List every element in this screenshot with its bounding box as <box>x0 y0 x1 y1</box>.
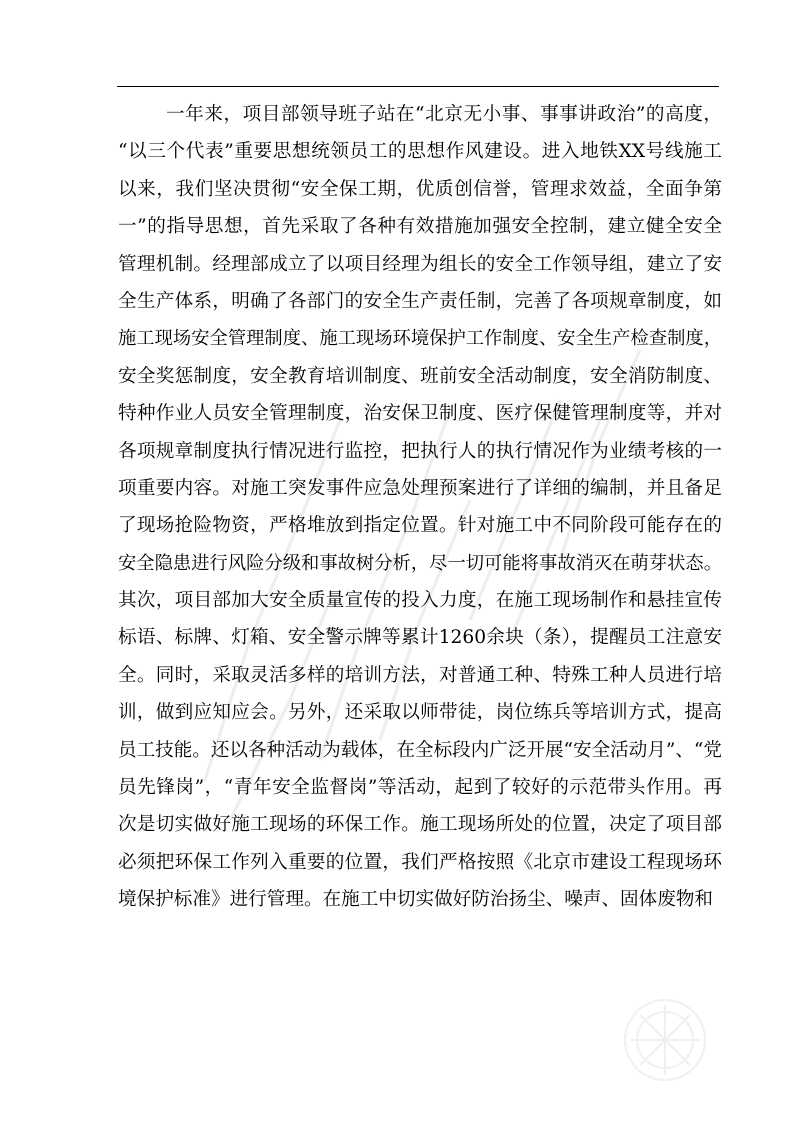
paragraph-line: 必须把环保工作列入重要的位置，我们严格按照《北京市建设工程现场环 <box>118 851 722 873</box>
paragraph-line: 次是切实做好施工现场的环保工作。施工现场所处的位置，决定了项目部 <box>118 814 722 836</box>
paragraph-line: “以三个代表”重要思想统领员工的思想作风建设。进入地铁XX号线施工 <box>118 141 722 163</box>
paragraph-line: 员先锋岗”，“青年安全监督岗”等活动，起到了较好的示范带头作用。再 <box>118 777 722 799</box>
paragraph-line: 一”的指导思想，首先采取了各种有效措施加强安全控制，建立健全安全 <box>118 216 722 238</box>
paragraph-line: 全生产体系，明确了各部门的安全生产责任制，完善了各项规章制度，如 <box>118 290 722 312</box>
paragraph-line: 训，做到应知应会。另外，还采取以师带徒，岗位练兵等培训方式，提高 <box>118 702 722 724</box>
paragraph-line: 员工技能。还以各种活动为载体，在全标段内广泛开展“安全活动月”、“党 <box>118 739 722 761</box>
body-paragraph <box>118 96 722 919</box>
header-rule <box>117 86 719 87</box>
paragraph-line: 标语、标牌、灯箱、安全警示牌等累计1260余块（条），提醒员工注意安 <box>118 627 722 649</box>
paragraph-line: 安全隐患进行风险分级和事故树分析，尽一切可能将事故消灭在萌芽状态。 <box>118 552 722 574</box>
paragraph-line: 施工现场安全管理制度、施工现场环境保护工作制度、安全生产检查制度， <box>118 328 722 350</box>
paragraph-line: 其次，项目部加大安全质量宣传的投入力度，在施工现场制作和悬挂宣传 <box>118 590 722 612</box>
paragraph-line: 境保护标准》进行管理。在施工中切实做好防治扬尘、噪声、固体废物和 <box>118 889 714 911</box>
paragraph-line: 安全奖惩制度，安全教育培训制度、班前安全活动制度，安全消防制度、 <box>118 365 722 387</box>
paragraph-line: 各项规章制度执行情况进行监控，把执行人的执行情况作为业绩考核的一 <box>118 440 722 462</box>
paragraph-line: 了现场抢险物资，严格堆放到指定位置。针对施工中不同阶段可能存在的 <box>118 515 722 537</box>
paragraph-line: 一年来，项目部领导班子站在“北京无小事、事事讲政治”的高度， <box>166 104 722 125</box>
paragraph-line: 管理机制。经理部成立了以项目经理为组长的安全工作领导组，建立了安 <box>118 253 722 275</box>
paragraph-line: 全。同时，采取灵活多样的培训方法，对普通工种、特殊工种人员进行培 <box>118 664 722 686</box>
paragraph-line: 特种作业人员安全管理制度，治安保卫制度、医疗保健管理制度等，并对 <box>118 403 722 425</box>
paragraph-line: 以来，我们坚决贯彻“安全保工期，优质创信誉，管理求效益，全面争第 <box>118 178 722 200</box>
paragraph-line: 项重要内容。对施工突发事件应急处理预案进行了详细的编制，并且备足 <box>118 477 722 499</box>
